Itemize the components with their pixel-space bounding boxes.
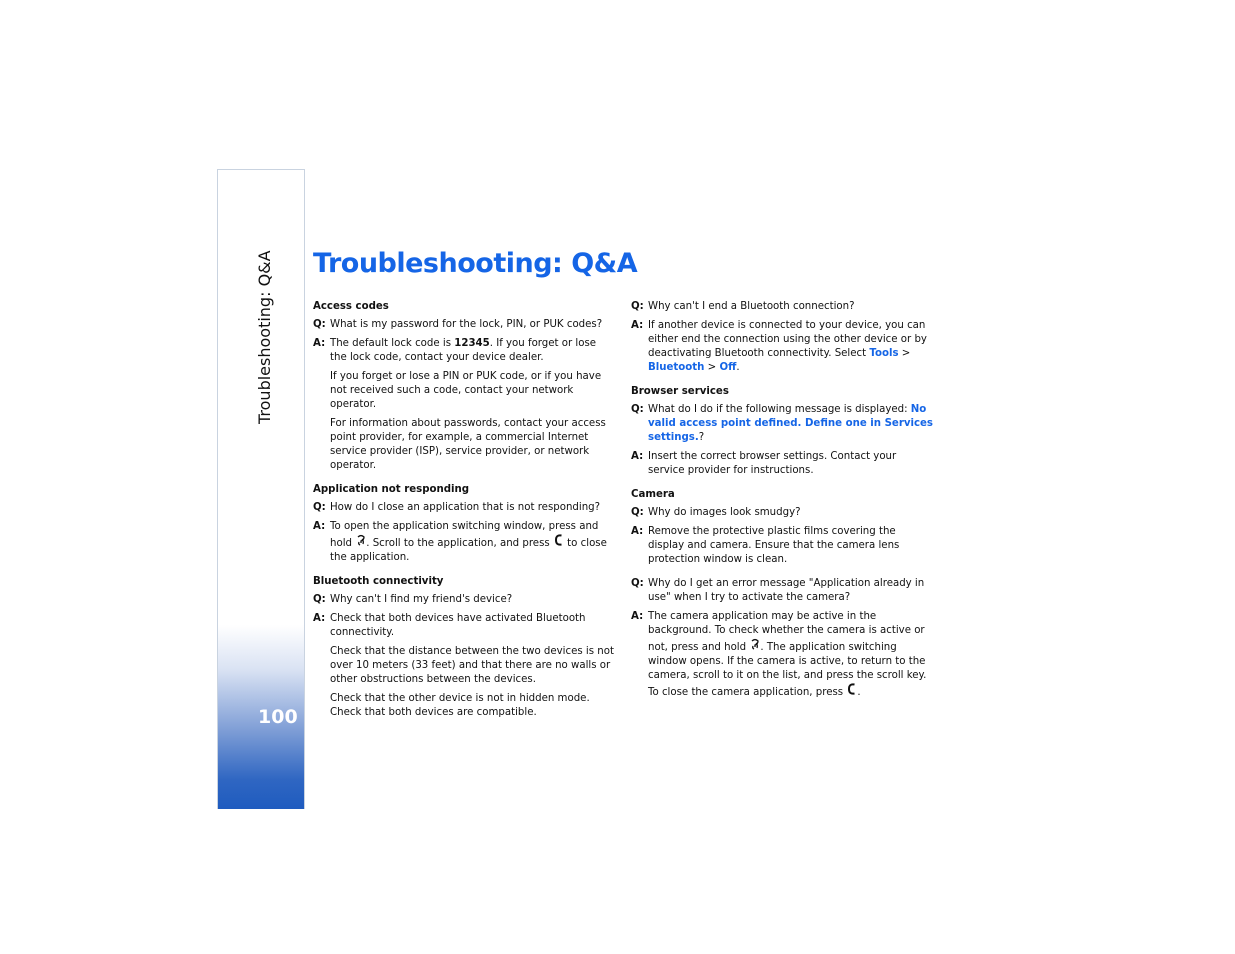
question: Q: Why can't I end a Bluetooth connection? bbox=[631, 301, 855, 312]
menu-key-icon bbox=[749, 638, 760, 655]
answer: A: Insert the correct browser settings. Contact your service provider for instructions. bbox=[631, 451, 897, 476]
answer-paragraph: If you forget or lose a PIN or PUK code, or if you have not received such a code, contact your network operator. bbox=[330, 371, 602, 410]
section-heading-bluetooth: Bluetooth connectivity bbox=[313, 576, 444, 587]
answer: A: The camera application may be active in the background. To check whether the camera is active or not, press and hold . The application switching window opens. If the camera is active, to return to the camera, scroll to it on the list, and press the scroll key. To close the camera application, press . bbox=[631, 611, 927, 698]
section-heading-app-not-responding: Application not responding bbox=[313, 484, 470, 495]
page-title: Troubleshooting: Q&A bbox=[313, 248, 638, 279]
menu-path-bluetooth: Bluetooth bbox=[648, 362, 705, 373]
error-message-text: No valid access point defined. Define one in Services settings. bbox=[648, 404, 933, 443]
menu-path-tools: Tools bbox=[869, 348, 899, 359]
left-column bbox=[313, 300, 615, 725]
right-column bbox=[631, 300, 933, 705]
clear-key-icon bbox=[553, 534, 564, 551]
question: Q: Why can't I find my friend's device? bbox=[313, 594, 513, 605]
answer: A: Check that both devices have activated Bluetooth connectivity. bbox=[313, 613, 586, 638]
question: Q: What do I do if the following message is displayed: No valid access point defined. Define one in Services settings.? bbox=[631, 404, 933, 443]
answer-paragraph: Check that the other device is not in hidden mode. Check that both devices are compatible. bbox=[330, 693, 590, 718]
answer-paragraph: Check that the distance between the two devices is not over 10 meters (33 feet) and that there are no walls or other obstructions between the devices. bbox=[330, 646, 614, 685]
question: Q: Why do I get an error message "Application already in use" when I try to activate the camera? bbox=[631, 578, 925, 603]
menu-path-off: Off bbox=[719, 362, 737, 373]
answer: A: To open the application switching window, press and hold . Scroll to the application, and press to close the application. bbox=[313, 521, 607, 563]
clear-key-icon bbox=[846, 683, 857, 700]
question: Q: Why do images look smudgy? bbox=[631, 507, 801, 518]
section-heading-browser-services: Browser services bbox=[631, 386, 729, 397]
answer: A: Remove the protective plastic films covering the display and camera. Ensure that the camera lens protection window is clean. bbox=[631, 526, 900, 565]
menu-key-icon bbox=[355, 534, 366, 551]
answer: A: If another device is connected to your device, you can either end the connection using the other device or by deactivating Bluetooth connectivity. Select Tools > Bluetooth > Off. bbox=[631, 320, 927, 373]
section-heading-camera: Camera bbox=[631, 489, 675, 500]
question: Q: How do I close an application that is not responding? bbox=[313, 502, 601, 513]
answer-paragraph: For information about passwords, contact your access point provider, for example, a commercial Internet service provider (ISP), service provider, or network operator. bbox=[330, 418, 606, 471]
question: Q: What is my password for the lock, PIN, or PUK codes? bbox=[313, 319, 603, 330]
page-number: 100 bbox=[258, 706, 298, 728]
default-lock-code: 12345 bbox=[454, 338, 490, 349]
section-heading-access-codes: Access codes bbox=[313, 301, 389, 312]
answer: A: The default lock code is 12345. If you forget or lose the lock code, contact your device dealer. bbox=[313, 338, 597, 363]
